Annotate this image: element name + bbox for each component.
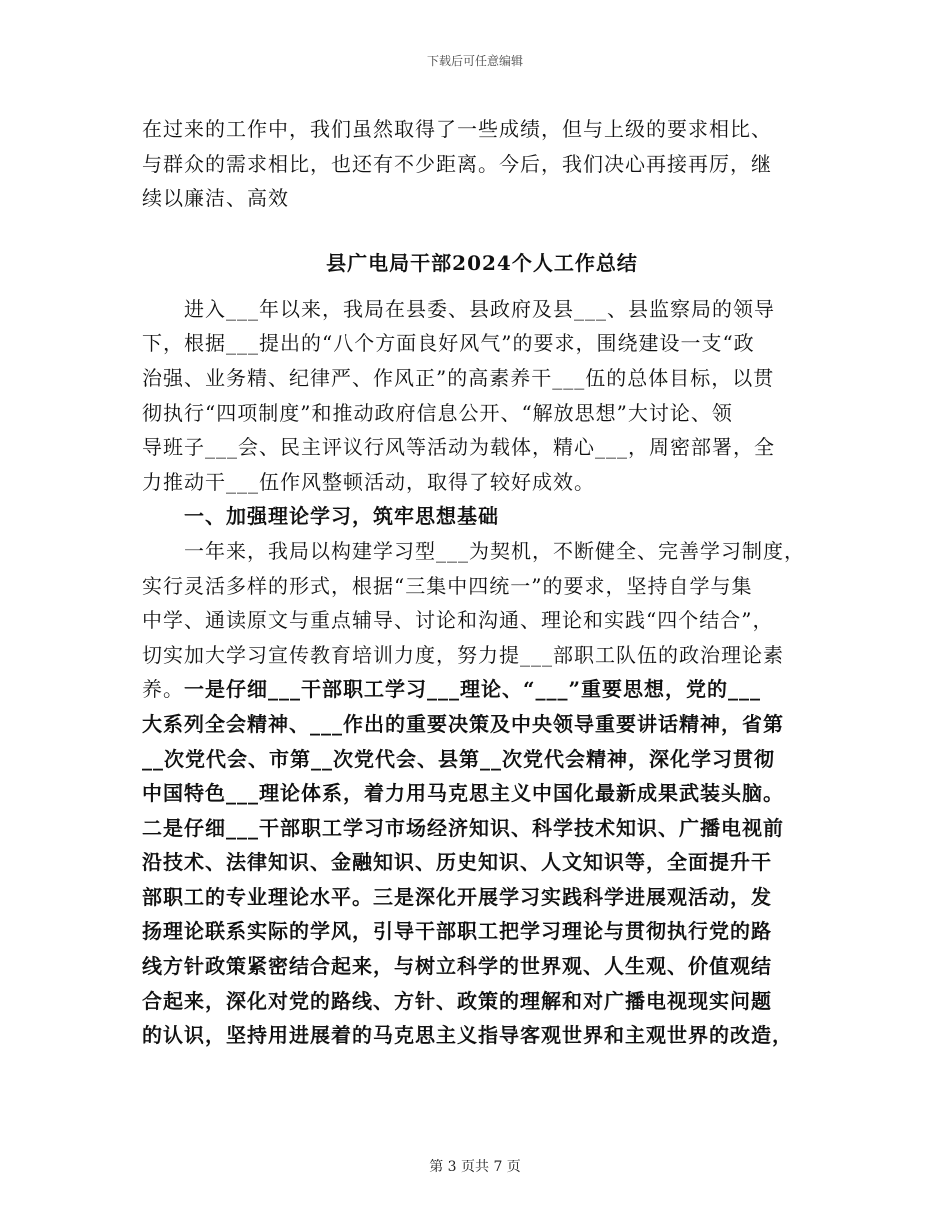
text-line: 的认识，坚持用进展着的马克思主义指导客观世界和主观世界的改造， [142,1023,793,1048]
text-line: 与群众的需求相比，也还有不少距离。今后，我们决心再接再厉，继 [142,151,772,176]
text-line: 扬理论联系实际的学风，引导干部职工把学习理论与贯彻执行党的路 [142,919,772,944]
paragraph-2 [142,534,822,1053]
paragraph-1 [142,292,822,500]
text-line: 合起来，深化对党的路线、方针、政策的理解和对广播电视现实问题 [142,988,772,1013]
text-line: __次党代会、市第__次党代会、县第__次党代会精神，深化学习贯彻 [142,746,775,771]
text-line: 下，根据___提出的“八个方面良好风气”的要求，围绕建设一支“政 [142,331,755,356]
document-title: 县广电局干部2024个人工作总结 [326,250,638,275]
text-line: 一年来，我局以构建学习型___为契机，不断健全、完善学习制度， [184,538,805,563]
mixed-text-line [142,672,822,707]
bold-text: 一是仔细___干部职工学习___理论、“___”重要思想，党的___ [184,677,762,702]
section-heading: 一、加强理论学习，筑牢思想基础 [184,504,499,529]
text-line: 中学、通读原文与重点辅导、讨论和沟通、理论和实践“四个结合”， [142,608,774,633]
text-line: 彻执行“四项制度”和推动政府信息公开、“解放思想”大讨论、领 [142,400,733,425]
text-line: 二是仔细___干部职工学习市场经济知识、科学技术知识、广播电视前 [142,815,784,840]
text-line: 中国特色___理论体系，着力用马克思主义中国化最新成果武装头脑。 [142,781,784,806]
text-line: 沿技术、法律知识、金融知识、历史知识、人文知识等，全面提升干 [142,850,772,875]
text-line: 力推动干___伍作风整顿活动，取得了较好成效。 [142,469,595,494]
text-line: 大系列全会精神、___作出的重要决策及中央领导重要讲话精神，省第 [142,711,784,736]
text-line: 部职工的专业理论水平。三是深化开展学习实践科学进展观活动，发 [142,884,772,909]
text-line: 导班子___会、民主评议行风等活动为载体，精心___，周密部署，全 [142,435,775,460]
text-line: 线方针政策紧密结合起来，与树立科学的世界观、人生观、价值观结 [142,954,772,979]
text-line: 在过来的工作中，我们虽然取得了一些成绩，但与上级的要求相比、 [142,117,772,141]
header-note: 下载后可任意编辑 [426,54,523,68]
normal-text: 养。 [142,677,184,702]
text-line: 实行灵活多样的形式，根据“三集中四统一”的要求，坚持自学与集 [142,573,753,598]
document-body [142,112,822,1053]
text-line: 治强、业务精、纪律严、作风正”的高素养干___伍的总体目标，以贯 [142,365,775,390]
page-number: 第 3 页共 7 页 [429,1159,521,1175]
text-line: 续以廉洁、高效 [142,186,289,211]
intro-paragraph [142,112,822,216]
text-line: 进入___年以来，我局在县委、县政府及县___、县监察局的领导 [184,296,775,321]
text-line: 切实加大学习宣传教育培训力度，努力提___部职工队伍的政治理论素 [142,642,784,667]
